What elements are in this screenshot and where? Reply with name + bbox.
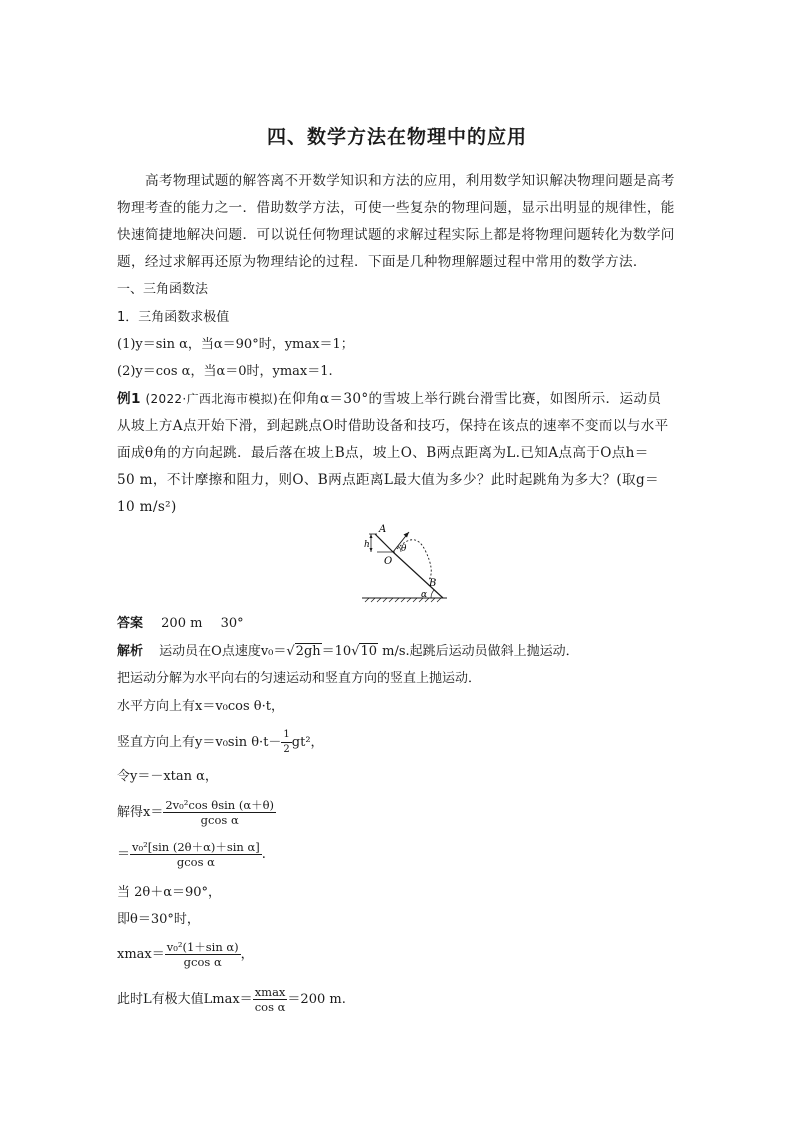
analysis-line-3: 水平方向上有x＝v₀cos θ·t， <box>117 699 284 714</box>
alpha-arc <box>431 590 434 598</box>
sqrt-symbol-2: √ <box>351 644 360 659</box>
label-h: h <box>364 540 370 550</box>
analysis-text-11a: 此时L有极大值Lmax＝ <box>117 992 253 1007</box>
takeoff-arrow-icon <box>404 532 410 538</box>
analysis-text-6a: 解得x＝ <box>117 805 164 820</box>
ramp-line <box>375 534 393 552</box>
analysis-line-2: 把运动分解为水平向右的匀速运动和竖直方向的竖直上抛运动． <box>117 671 482 686</box>
analysis-text-1c: ＝10 <box>321 644 352 659</box>
analysis-line-6 <box>117 798 276 827</box>
fraction-xmax-num: v₀²(1＋sin α) <box>166 940 239 954</box>
analysis-line-1 <box>117 643 579 661</box>
analysis-line-7 <box>117 840 266 869</box>
example-source: (2022·广西北海市模拟) <box>145 392 279 406</box>
fraction-lmax-num: xmax <box>254 985 286 999</box>
analysis-line-10 <box>117 940 254 969</box>
fraction-lmax-den: cos α <box>254 1000 286 1014</box>
analysis-line-4 <box>117 728 324 757</box>
label-O: O <box>384 556 393 567</box>
analysis-line-11 <box>117 985 346 1014</box>
ski-jump-diagram <box>357 520 457 610</box>
intro-line-2: 物理考查的能力之一．借助数学方法，可使一些复杂的物理问题，显示出明显的规律性，能 <box>117 200 675 216</box>
fraction-x2-den: gcos α <box>176 855 215 869</box>
intro-line-4: 题，经过求解再还原为物理结论的过程．下面是几种物理解题过程中常用的数学方法． <box>117 254 647 270</box>
analysis-text-4a: 竖直方向上有y＝v₀sin θ·t－ <box>117 735 282 750</box>
analysis-text-10b: ， <box>240 947 254 962</box>
analysis-text-4b: gt²， <box>291 735 324 750</box>
analysis-text-10a: xmax＝ <box>117 947 165 962</box>
sqrt-2gh: 2gh <box>295 644 321 659</box>
example-label: 例1 <box>117 391 141 407</box>
example-line-1 <box>117 390 661 408</box>
label-theta: θ <box>401 544 407 554</box>
formula-cos: (2)y＝cos α，当α＝0时，ymax＝1. <box>117 364 333 379</box>
fraction-x2 <box>130 840 262 869</box>
analysis-line-5: 令y＝－xtan α， <box>117 769 218 784</box>
fraction-xmax-den: gcos α <box>183 955 222 969</box>
ground-hatch <box>365 598 441 602</box>
analysis-label: 解析 <box>117 644 144 659</box>
fraction-x <box>163 798 276 827</box>
section-heading: 一、三角函数法 <box>117 282 209 297</box>
answer-value-length: 200 m <box>161 616 203 631</box>
analysis-text-7b: . <box>261 847 266 862</box>
analysis-text-11b: ＝200 m. <box>287 992 346 1007</box>
analysis-text-7a: ＝ <box>117 847 131 862</box>
fraction-half <box>281 728 291 757</box>
fraction-xmax <box>165 940 241 969</box>
fraction-half-num: 1 <box>281 728 291 743</box>
label-alpha: α <box>421 590 428 600</box>
page-title: 四、数学方法在物理中的应用 <box>266 126 527 148</box>
fraction-x-den: gcos α <box>200 813 239 827</box>
analysis-text-1e: m/s.起跳后运动员做斜上抛运动． <box>378 644 579 659</box>
fraction-half-den: 2 <box>283 744 290 755</box>
formula-sin: (1)y＝sin α，当α＝90°时，ymax＝1； <box>117 337 354 352</box>
fraction-lmax <box>253 985 288 1014</box>
analysis-line-8: 当 2θ＋α＝90°， <box>117 885 222 900</box>
answer-line <box>117 615 244 633</box>
intro-line-1: 高考物理试题的解答离不开数学知识和方法的应用，利用数学知识解决物理问题是高考 <box>145 173 675 189</box>
height-arrow-down <box>370 548 373 552</box>
example-line-2: 从坡上方A点开始下滑，到起跳点O时借助设备和技巧，保持在该点的速率不变而以与水平 <box>117 418 669 434</box>
answer-value-angle: 30° <box>220 616 244 631</box>
example-line-5: 10 m/s²) <box>117 499 177 515</box>
fraction-x-num: 2v₀²cos θsin (α＋θ) <box>165 798 275 812</box>
analysis-line-9: 即θ＝30°时， <box>117 912 200 927</box>
answer-label: 答案 <box>117 616 144 631</box>
height-arrow-up <box>370 534 373 538</box>
label-B: B <box>429 578 437 589</box>
slope-line <box>393 552 443 598</box>
fraction-x2-num: v₀²[sin (2θ＋α)＋sin α] <box>132 840 260 854</box>
example-line-3: 面成θ角的方向起跳．最后落在坡上B点，坡上O、B两点距离为L.已知A点高于O点h＝ <box>117 445 649 461</box>
subsection-heading: 1．三角函数求极值 <box>117 310 230 325</box>
sqrt-10: 10 <box>360 644 378 659</box>
analysis-text-1a: 运动员在O点速度v₀＝ <box>159 644 287 659</box>
label-A: A <box>379 524 387 535</box>
example-text-1: 在仰角α＝30°的雪坡上举行跳台滑雪比赛，如图所示．运动员 <box>278 391 662 407</box>
example-line-4: 50 m，不计摩擦和阻力，则O、B两点距离L最大值为多少？此时起跳角为多大？(取g＝ <box>117 472 659 488</box>
sqrt-symbol: √ <box>286 644 295 659</box>
intro-line-3: 快速简捷地解决问题．可以说任何物理试题的求解过程实际上都是将物理问题转化为数学问 <box>117 227 675 243</box>
